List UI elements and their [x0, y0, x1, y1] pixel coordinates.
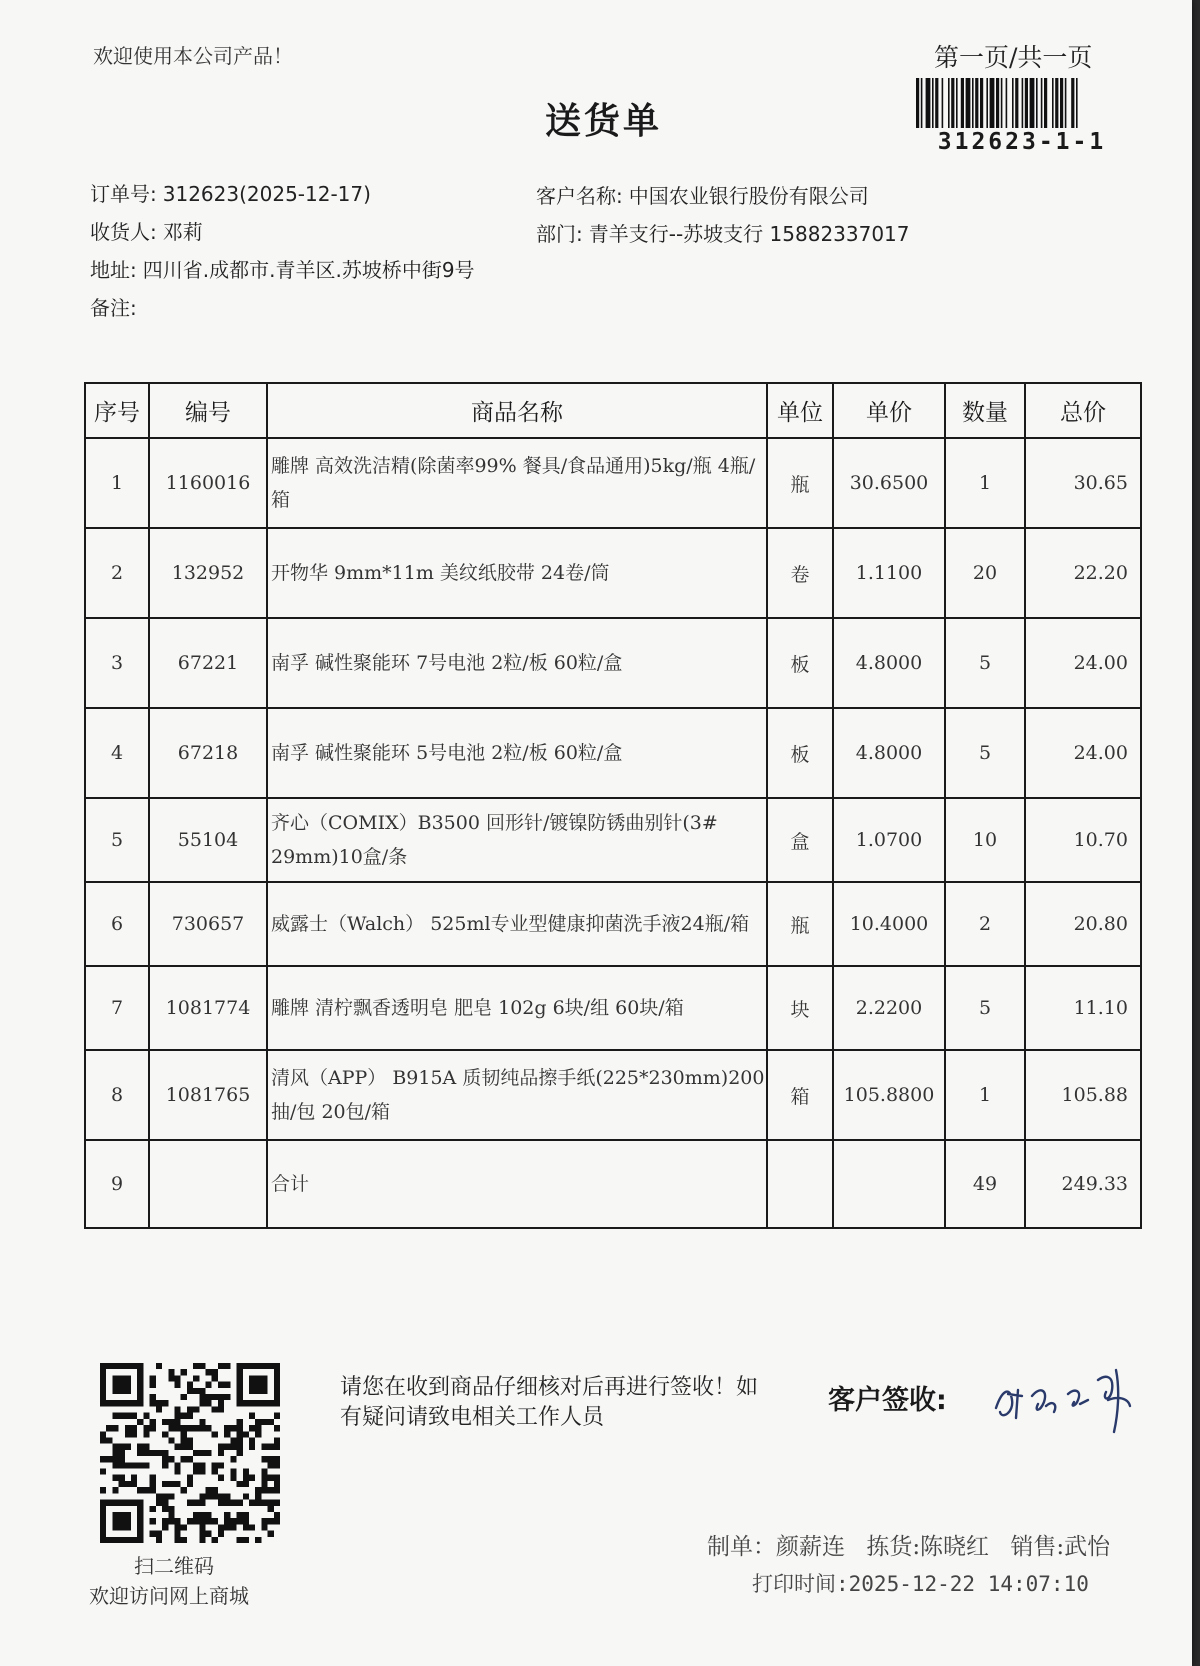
cell-qty: 5	[945, 618, 1025, 708]
staff-line	[707, 1528, 1124, 1561]
table-row	[85, 618, 1141, 708]
customer-line	[536, 180, 869, 209]
cell-unit: 卷	[767, 528, 833, 618]
cell-name: 南孚 碱性聚能环 5号电池 2粒/板 60粒/盒	[267, 708, 767, 798]
cell-total: 10.70	[1025, 798, 1141, 882]
table-total-row	[85, 1140, 1141, 1228]
cell-name: 威露士（Walch） 525ml专业型健康抑菌洗手液24瓶/箱	[267, 882, 767, 966]
col-header-unit: 单位	[767, 383, 833, 438]
col-header-no: 序号	[85, 383, 149, 438]
col-header-code: 编号	[149, 383, 267, 438]
cell-price: 2.2200	[833, 966, 945, 1050]
cell-price: 10.4000	[833, 882, 945, 966]
address-value: 四川省.成都市.青羊区.苏坡桥中街9号	[142, 258, 475, 282]
cell-name: 雕牌 高效洗洁精(除菌率99% 餐具/食品通用)5kg/瓶 4瓶/箱	[267, 438, 767, 528]
print-time: 打印时间:2025-12-22 14:07:10	[752, 1572, 1089, 1596]
cell-qty: 5	[945, 708, 1025, 798]
handwritten-signature	[988, 1360, 1138, 1440]
cell-total-label: 合计	[267, 1140, 767, 1228]
cell-code: 1160016	[149, 438, 267, 528]
cell-total: 11.10	[1025, 966, 1141, 1050]
barcode-number: 312623-1-1	[937, 129, 1107, 155]
cell-unit: 箱	[767, 1050, 833, 1140]
cell-unit: 瓶	[767, 438, 833, 528]
table-row	[85, 438, 1141, 528]
address-label: 地址:	[90, 258, 137, 282]
cell-unit: 块	[767, 966, 833, 1050]
maker-text: 制单：颜薪连	[707, 1534, 845, 1560]
cell-code: 1081765	[149, 1050, 267, 1140]
customer-label: 客户名称:	[536, 184, 623, 208]
cell-price	[833, 1140, 945, 1228]
cell-unit: 盒	[767, 798, 833, 882]
department-value: 青羊支行--苏坡支行 15882337017	[588, 222, 910, 246]
cell-no: 6	[85, 882, 149, 966]
cell-qty: 1	[945, 438, 1025, 528]
cell-no: 2	[85, 528, 149, 618]
qr-code-image	[100, 1363, 280, 1543]
cell-no: 8	[85, 1050, 149, 1140]
cell-qty: 5	[945, 966, 1025, 1050]
order-number-value: 312623(2025-12-17)	[162, 182, 371, 206]
receiver-value: 邓莉	[162, 220, 203, 244]
cell-total: 30.65	[1025, 438, 1141, 528]
cell-price: 30.6500	[833, 438, 945, 528]
items-table	[84, 382, 1142, 1229]
cell-price: 105.8800	[833, 1050, 945, 1140]
cell-code: 1081774	[149, 966, 267, 1050]
qr-caption-mall: 欢迎访问网上商城	[89, 1584, 249, 1608]
cell-code: 730657	[149, 882, 267, 966]
cell-total: 105.88	[1025, 1050, 1141, 1140]
col-header-qty: 数量	[945, 383, 1025, 438]
cell-code: 67221	[149, 618, 267, 708]
cell-name: 齐心（COMIX）B3500 回形针/镀镍防锈曲别针(3# 29mm)10盒/条	[267, 798, 767, 882]
cell-unit: 板	[767, 618, 833, 708]
customer-value: 中国农业银行股份有限公司	[628, 184, 869, 208]
cell-no: 1	[85, 438, 149, 528]
table-row	[85, 882, 1141, 966]
picker-text: 拣货:陈晓红	[866, 1534, 990, 1560]
department-line	[536, 218, 910, 247]
table-header-row	[85, 383, 1141, 438]
cell-price: 4.8000	[833, 708, 945, 798]
cell-total: 24.00	[1025, 618, 1141, 708]
cell-price: 1.0700	[833, 798, 945, 882]
cell-code: 132952	[149, 528, 267, 618]
page-info: 第一页/共一页	[934, 43, 1093, 72]
receiver-label: 收货人:	[90, 220, 157, 244]
cell-no: 3	[85, 618, 149, 708]
remark-line	[90, 292, 143, 321]
cell-no: 5	[85, 798, 149, 882]
table-row	[85, 1050, 1141, 1140]
sign-notice: 请您在收到商品仔细核对后再进行签收！如有疑问请致电相关工作人员	[340, 1375, 759, 1430]
order-number-label: 订单号:	[90, 182, 157, 206]
cell-no: 7	[85, 966, 149, 1050]
cell-grand-total: 249.33	[1025, 1140, 1141, 1228]
welcome-text: 欢迎使用本公司产品！	[93, 44, 293, 68]
remark-label: 备注:	[90, 296, 137, 320]
cell-code	[149, 1140, 267, 1228]
cell-code: 55104	[149, 798, 267, 882]
cell-qty: 2	[945, 882, 1025, 966]
cell-total: 24.00	[1025, 708, 1141, 798]
department-label: 部门:	[536, 222, 583, 246]
cell-unit	[767, 1140, 833, 1228]
cell-name: 南孚 碱性聚能环 7号电池 2粒/板 60粒/盒	[267, 618, 767, 708]
address-line	[90, 254, 475, 283]
document-title: 送货单	[545, 100, 663, 142]
table-row	[85, 708, 1141, 798]
table-row	[85, 798, 1141, 882]
cell-total: 22.20	[1025, 528, 1141, 618]
sales-text: 销售:武怡	[1010, 1534, 1111, 1560]
col-header-price: 单价	[833, 383, 945, 438]
cell-no: 9	[85, 1140, 149, 1228]
qr-caption-scan: 扫二维码	[134, 1554, 214, 1578]
table-row	[85, 528, 1141, 618]
cell-name: 开物华 9mm*11m 美纹纸胶带 24卷/筒	[267, 528, 767, 618]
col-header-name: 商品名称	[267, 383, 767, 438]
cell-unit: 板	[767, 708, 833, 798]
cell-total: 20.80	[1025, 882, 1141, 966]
col-header-total: 总价	[1025, 383, 1141, 438]
cell-qty: 1	[945, 1050, 1025, 1140]
cell-total-qty: 49	[945, 1140, 1025, 1228]
cell-unit: 瓶	[767, 882, 833, 966]
barcode-image	[916, 78, 1128, 128]
customer-sign-label: 客户签收:	[828, 1385, 947, 1416]
cell-code: 67218	[149, 708, 267, 798]
cell-name: 清风（APP） B915A 质韧纯品擦手纸(225*230mm)200抽/包 20包/箱	[267, 1050, 767, 1140]
cell-name: 雕牌 清柠飘香透明皂 肥皂 102g 6块/组 60块/箱	[267, 966, 767, 1050]
cell-price: 4.8000	[833, 618, 945, 708]
cell-price: 1.1100	[833, 528, 945, 618]
table-row	[85, 966, 1141, 1050]
order-number-line	[90, 178, 371, 207]
cell-qty: 10	[945, 798, 1025, 882]
cell-qty: 20	[945, 528, 1025, 618]
cell-no: 4	[85, 708, 149, 798]
receiver-line	[90, 216, 203, 245]
